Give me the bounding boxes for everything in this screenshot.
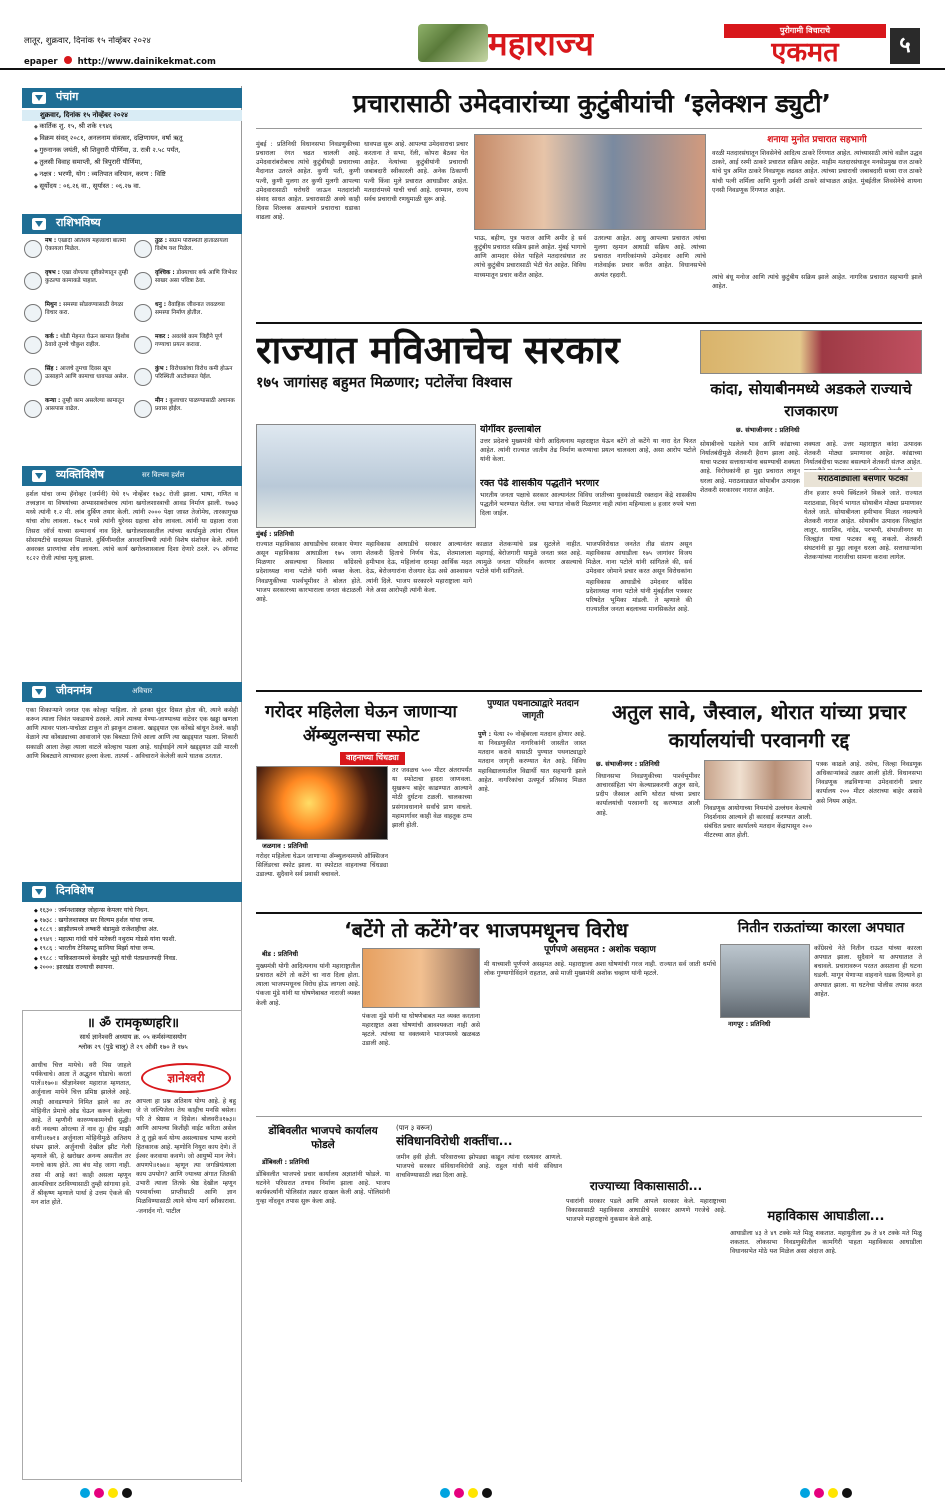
story9-headline: डोंबिवलीत भाजपचे कार्यालय फोडले bbox=[268, 1125, 378, 1152]
rashi-item: धनु : वैवाहिक जीवनात जवळच्या समस्या निर्माण होतील. bbox=[132, 302, 242, 326]
registration-mark bbox=[440, 1488, 450, 1498]
story11-headline: राज्याच्या विकासासाठी... bbox=[589, 1179, 703, 1193]
taurus-icon bbox=[24, 272, 42, 290]
story1-side-title: शनाया मुनोत प्रचारात सहभागी bbox=[767, 135, 867, 145]
registration-mark bbox=[454, 1488, 464, 1498]
story2-headline: राज्यात मविआचेच सरकार bbox=[256, 328, 620, 372]
story3-col1: सोयाबीनचे पडलेले भाव आणि कांद्याच्या निर्यातबंदीमुळे शेतकरी हैराण झाला आहे. याचा फटका सत्ताधाऱ्यांना बसण्याची शक्यता आहे. विरोधकांनी हा मुद्दा प्रचारात लावून धरला आहे. मराठवाड्यात सोयाबीन उत्पादक शेतकरी सरकारवर नाराज आहेत. bbox=[700, 441, 800, 494]
story2-photo bbox=[256, 424, 476, 528]
story10 bbox=[396, 1124, 562, 1480]
rakta-text: भारतीय जनता पक्षाचे सरकार आल्यानंतर विविध जातीच्या युवकांसाठी रक्तदान केंद्रे शासकीय पद्धतीने भरण्यात येतील. ज्या भागात नोकरी मिळणार नाही त्यांना महिन्याला ४ हजार रुपये भत्ता दिला जाईल. bbox=[480, 491, 696, 518]
dinvishesh-item: ◆ २०००: झारखंड राज्याची स्थापना. bbox=[26, 963, 238, 973]
paper-tagline: पुरोगामी विचाराचे bbox=[724, 24, 886, 38]
rashi-item: मीन : कुलाचार पाळण्यासाठी अचानक प्रवास होईल. bbox=[132, 398, 242, 422]
globe-icon bbox=[64, 56, 72, 64]
marathwada-title: मराठवाड्याला बसणार फटका bbox=[804, 472, 922, 487]
story6-col2: निवडणूक आयोगाच्या नियमांचे उल्लंघन केल्याचे निदर्शनास आल्याने ही कारवाई करण्यात आली. संबंधित प्रचार कार्यालये मतदान केंद्रापासून २०० मीटरच्या आत होती. bbox=[704, 805, 812, 840]
virgo-icon bbox=[24, 400, 42, 418]
story1-side-box bbox=[712, 134, 922, 314]
rashi-grid bbox=[22, 238, 242, 434]
marathwada-text: तीन हजार रुपये क्विंटलने विकले जाते. राज्यात मराठवाडा, विदर्भ भागात सोयाबीन मोठ्या प्रमाणावर घेतले जाते. सोयाबीनला हमीभाव मिळत नसल्याने शेतकरी नाराज आहेत. सोयाबीन उत्पादक जिल्ह्यांत लातूर, धाराशिव, नांदेड, परभणी, संभाजीनगर या जिल्ह्यांत याचा फटका बसू शकतो. शेतकरी संघटनांनी हा मुद्दा लावून धरला आहे. सत्ताधाऱ्यांना शेतकऱ्यांच्या नाराजीचा सामना करावा लागेल. bbox=[804, 490, 922, 562]
panchang-item: ◆ कार्तिक शु. १५, श्री शके १९४६ bbox=[22, 121, 242, 133]
divider bbox=[256, 1116, 922, 1117]
rashi-title: राशिभविष्य bbox=[56, 216, 101, 229]
rashi-item: वृश्चिक : डोक्याचार बर्फ आणि जिभेवर साखर असा पवित्रा ठेवा. bbox=[132, 270, 242, 294]
story1-headline: प्रचारासाठी उमेदवारांच्या कुटुंबीयांची ‘इलेक्शन ड्युटी’ bbox=[352, 89, 832, 118]
story9-byline: डोंबिवली : प्रतिनिधी bbox=[262, 1158, 310, 1166]
story1-photo bbox=[474, 134, 706, 230]
rashi-item: कन्या : तुम्ही काम असलेल्या कामातून आसपास वाढेल. bbox=[22, 398, 132, 422]
registration-mark bbox=[814, 1488, 824, 1498]
section-title: महाराज्य bbox=[488, 24, 594, 63]
ram-title: ॥ ॐ रामकृष्णहरि॥ bbox=[86, 1016, 180, 1031]
yogi-title: योगींवर हल्लाबोल bbox=[480, 424, 541, 435]
ram-sub2: श्लोक २९ (पुढे चालू) ते २९ ओवी १७० ते १७५ bbox=[78, 1042, 188, 1051]
story6-headline: अतुल सावे, जैस्वाल, थोरात यांच्या प्रचार कार्यालयांची परवानगी रद्द bbox=[611, 700, 907, 752]
panchang-header bbox=[22, 88, 242, 108]
story1-side-bottom: त्यांचे बंधू मनोज आणि त्यांचे कुटुंबीय सक्रिय झाले आहेत. नागरिक प्रचारात सहभागी झाले आहेत. bbox=[712, 274, 922, 291]
rashi-item: मेष : एखादी अतिशय महत्त्वाची बातमी ऐकायला मिळेल. bbox=[22, 238, 132, 262]
gemini-icon bbox=[24, 304, 42, 322]
story5-headline: पुण्यात पथनाट्याद्वारे मतदान जागृती bbox=[487, 699, 579, 722]
epaper-url[interactable]: http://www.dainikekmat.com bbox=[77, 57, 216, 67]
story1-col3: भाऊ, बहीण, पुत्र फराज आणि अमीर हे सर्व कुटुंबीय प्रचारात सक्रिय झाले आहेत. मुंबई भागाचे आणि आमदार सेवेत पाहिले मतदारसंघात तर त्यांचे कुटुंबीय प्रचारासाठी भेटी घेत आहेत. विविध माध्यमातून प्रचार करीत आहेत. bbox=[474, 235, 586, 279]
story2-col2: महाविकास आघाडीचे सरकार आल्यानंतर शेतकरी हिताचे निर्णय घेऊ, शेतमालाला हमीभाव देऊ, महिलांना दरमहा आर्थिक मदत देऊ, बेरोजगारांना रोजगार देऊ असे आश्वासन त्यांनी दिले. भाजप सरकारने महाराष्ट्राला मागे नेले असा आरोपही त्यांनी केला. bbox=[366, 541, 472, 594]
registration-mark bbox=[800, 1488, 810, 1498]
story2-byline: मुंबई : प्रतिनिधी bbox=[256, 530, 294, 538]
registration-mark bbox=[94, 1488, 104, 1498]
panchang-title: पंचांग bbox=[56, 90, 79, 103]
story8-headline: नितीन राऊतांच्या कारला अपघात bbox=[737, 920, 905, 936]
panchang-item: ◆ नक्षत्र : भरणी, योग : व्यतिपात वरियान, करण : विष्टि bbox=[22, 169, 242, 181]
rashi-item: सिंह : आजचे तुमचा दिवस खूप उत्साहाने आणि कामाचा धावपळ असेल. bbox=[22, 366, 132, 390]
aquarius-icon bbox=[134, 368, 152, 386]
panchang-sub: शुक्रवार, दिनांक १५ नोव्हेंबर २०२४ bbox=[22, 110, 242, 121]
dinvishesh-item: ◆ १७३८ : खगोलशास्त्रज्ञ सर विल्यम हर्शल यांचा जन्म. bbox=[26, 916, 238, 926]
ram-sub1: सार्थ ज्ञानेश्वरी अध्याय क्र. ०५ कर्मसंन्यासयोग bbox=[79, 1033, 187, 1041]
jeevan-header bbox=[22, 682, 242, 702]
epaper-label: epaper bbox=[24, 57, 58, 67]
dinvishesh-item: ◆ १८८९ : ब्राझीलमध्ये लष्करी बंडामुळे राजेशाहीचा अंत. bbox=[26, 925, 238, 935]
arrow-down-icon bbox=[32, 92, 46, 104]
panchang-item: ◆ गुरुनानक जयंती, श्री शिवुरारी पौर्णिमा, उ. रात्री २.५८ पर्यंत, bbox=[22, 145, 242, 157]
paper-name: एकमत bbox=[771, 37, 839, 68]
rashi-header bbox=[22, 214, 242, 234]
registration-mark bbox=[108, 1488, 118, 1498]
rakta-box bbox=[480, 478, 696, 530]
registration-mark bbox=[468, 1488, 478, 1498]
story5-text: पुणे : येत्या २० नोव्हेंबरला मतदान होणार आहे. या निवडणुकीत नागरिकांनी जास्तीत जास्त मतदान करावे यासाठी पुण्यात पथनाट्याद्वारे मतदान जागृती करण्यात येत आहे. विविध महाविद्यालयातील विद्यार्थी यात सहभागी झाले आहेत. नागरिकांचा उत्स्फूर्त प्रतिसाद मिळत आहे. bbox=[478, 731, 586, 793]
paper-logo bbox=[724, 24, 886, 68]
vyakti-sub: सर विल्यम हर्शल bbox=[142, 471, 185, 479]
ramkrishnahari-box bbox=[22, 1010, 242, 1480]
vyakti-title: व्यक्तिविशेष bbox=[56, 468, 104, 481]
chavan-title: पूर्णपणे असहमत : अशोक चव्हाण bbox=[544, 945, 656, 955]
story3-headline: कांदा, सोयाबीनमध्ये अडकले राज्याचे राजकारण bbox=[710, 380, 912, 420]
dinvishesh-title: दिनविशेष bbox=[56, 884, 94, 897]
capricorn-icon bbox=[134, 336, 152, 354]
ram-right-text: आपला हा प्रश्न अतिशय योग्य आहे. हे बहु जे जे जल्पिजेल। तेथ काहीच मनसि बसेल। परि ते श्रेष्ठास न दिसेल। बोलवरी॥१७३॥ आणि आपल्या कितीही वाईट करिता असेल ते तू तुझे कर्म योग्य असल्यासच भाष्य करणे हितकारक आहे. म्हणोनि नियुरा काय देणे। तें ईश्वर करवाया कवणे। जो आयुष्यें मान नेणे। अपणपे॥१७४॥ म्हणून त्या जगन्नियंत्याला काय उपयोग? आणि ज्याच्या अंगात जितकी उभारी त्याला तितके श्रेष्ठ देखील म्हणून परमार्थाच्या प्राप्तीसाठी आणि ज्ञान मिळविण्यासाठी त्याने योग्य मार्ग स्वीकारावा. -जनार्दन गो. पाटील bbox=[136, 1098, 236, 1215]
story6-byline: छ. संभाजीनगर : प्रतिनिधी bbox=[596, 760, 660, 768]
divider bbox=[256, 128, 922, 129]
scorpio-icon bbox=[134, 272, 152, 290]
story7-headline: ‘बटेंगे तो कटेंगे’वर भाजपमधूनच विरोध bbox=[344, 918, 628, 942]
story10-headline: संविधानविरोधी शक्तींचा... bbox=[396, 1134, 513, 1149]
divider bbox=[256, 912, 922, 914]
dinvishesh-list bbox=[26, 906, 238, 973]
story3-byline: छ. संभाजीनगर : प्रतिनिधी bbox=[736, 426, 800, 434]
divider bbox=[256, 322, 922, 324]
jeevan-text: एका शिकाऱ्याने जनात एक कोल्हा पाहिला. तो इतका सुंदर दिसत होता की, त्याने कसेही करून त्याला जिवंत पकडायचे ठरवले. त्याने त्याच्या येण्या-जाण्याच्या वाटेवर एक खड्डा खणला आणि त्यावर पाला-पाचोळा टाकून तो झाकून टाकला. खड्ड्यात एक कोंबडे बांधून ठेवले. काही वेळाने त्या कोंबड्याच्या आवाजाने एक बिबट्या तिथे आला आणि त्या खड्ड्यात पडला. शिकारी सकाळी आला तेव्हा त्याला वाटले कोल्हाच पडला आहे. घाईघाईने त्याने खड्ड्यात उडी मारली आणि बिबट्याने त्याच्यावर हल्ला केला. तात्पर्य - अविचाराने केलेली कामे घातक ठरतात. bbox=[26, 707, 238, 760]
maharashtra-map-graphic bbox=[418, 24, 488, 62]
rakta-title: रक्त पेढे शासकीय पद्धतीने भरणार bbox=[480, 478, 599, 489]
story11 bbox=[566, 1124, 726, 1480]
story2-col3: काळात शेतकऱ्यांचे प्रश्न सुटलेले नाहीत. महागाई, बेरोजगारी यामुळे जनता त्रस्त आहे. त्यामुळे जनता परिवर्तन करणार असल्याचे पटोले यांनी सांगितले. bbox=[476, 541, 582, 576]
rashi-item: तुळ : संग्राम परिस्थिती हाताळायला विशेष यश मिळेल. bbox=[132, 238, 242, 262]
explosion-photo bbox=[256, 766, 388, 840]
registration-mark bbox=[122, 1488, 132, 1498]
story2-col5: भाजपविरोधात जनतेत तीव्र संताप असून महाविकास आघाडीला १७५ जागांवर विजय मिळेल. नाना पटोले यांनी सांगितले की, सर्व उमेदवार जोमाने प्रचार करत असून विरोधकांना bbox=[586, 541, 692, 576]
pisces-icon bbox=[134, 400, 152, 418]
vyakti-header bbox=[22, 466, 242, 486]
rashi-item: मिथुन : समस्या सोडवण्यासाठी वेगळा विचार करा. bbox=[22, 302, 132, 326]
arrow-down-icon bbox=[32, 886, 46, 898]
dinvishesh-item: ◆ १९८६ : भारतीय टेनिसपटू सानिया मिर्झा यांचा जन्म. bbox=[26, 944, 238, 954]
story1-col1: मुंबई : प्रतिनिधी विधानसभा निवडणुकीच्या प्रचाराला रंगत चढत चालली आहे. उमेदवारांबरोबरच त्यांचे कुटुंबीयही प्रचाराच्या मैदानात उतरले आहेत. कुणी पती, कुणी पत्नी, कुणी मुलगा तर कुणी मुलगी आपल्या उमेदवारासाठी घरोघरी जाऊन मतदारांशी संवाद साधत आहेत. प्रचारासाठी अवघे काही दिवस शिल्लक असल्याने प्रचाराचा धडाका वाढला आहे. bbox=[256, 141, 360, 221]
arrow-down-icon bbox=[32, 470, 46, 482]
page-number: ५ bbox=[890, 28, 920, 64]
story10-text: जमीन हवी होती. परिवाराच्या झोपड्या काढून त्यांना रस्त्यावर आणले. भाजपचे सरकार संविधानविरोधी आहे. राहुल गांधी यांनी संविधान वाचविण्यासाठी लढा दिला आहे. bbox=[396, 1153, 562, 1179]
story4-byline: जळगाव : प्रतिनिधी bbox=[262, 842, 308, 850]
arrow-down-icon bbox=[32, 218, 46, 230]
story4-tag: वाहनाच्या चिंधड्या bbox=[340, 752, 405, 765]
story12-text: आघाडीला ४३ ते ४९ टक्के मते मिळू शकतात. महायुतीला ३७ ते ४१ टक्के मते मिळू शकतात. लोकसभा निवडणुकीतील कामगिरी पाहता महाविकास आघाडीला विधानसभेत मोठे यश मिळेल असा अंदाज आहे. bbox=[730, 1229, 922, 1255]
jeevan-sub: अविचार bbox=[132, 687, 153, 695]
dinvishesh-item: ◆ १९८८ : पाकिस्तानमध्ये बेनझीर भुट्टो यांची पंतप्रधानपदी निवड. bbox=[26, 954, 238, 964]
dinvishesh-item: ◆ १९४९ : महात्मा गांधी यांचे मारेकरी नथुराम गोडसे यांना फाशी. bbox=[26, 935, 238, 945]
story7-photo bbox=[362, 948, 480, 1008]
story10-continued: (पान ३ वरून) bbox=[396, 1124, 433, 1132]
marathwada-box bbox=[804, 472, 922, 682]
story12-headline: महाविकास आघाडीला... bbox=[767, 1209, 885, 1224]
car-accident-photo bbox=[720, 944, 810, 1018]
story8-text: काँग्रेसचे नेते नितीन राऊत यांच्या कारला अपघात झाला. सुदैवाने या अपघातात ते बचावले. प्रचारावरून परतत असताना ही घटना घडली. मागून येणाऱ्या वाहनाने धडक दिल्याने हा अपघात झाला. या घटनेचा पोलीस तपास करत आहेत. bbox=[814, 945, 922, 998]
divider bbox=[256, 690, 922, 692]
vyakti-text: हर्शल यांचा जन्म हॅनोव्हर (जर्मनी) येथे १५ नोव्हेंबर १७३८ रोजी झाला. भाषा, गणित व तत्त्वज्ञान या विषयांच्या अभ्यासाबरोबरच त्यांना खगोलशास्त्राची आवड निर्माण झाली. १७७३ मध्ये त्यांनी १.२ मी. लांब दुर्बिण तयार केली. त्यांनी २००० पेक्षा जास्त तेजोमेघ, तारकागुच्छ यांचा शोध लावला. १७८१ मध्ये त्यांनी युरेनस ग्रहाचा शोध लावला. त्यांनी या ग्रहाला राजा तिसरा जॉर्ज याच्या सन्मानार्थ नाव दिले. खगोलशास्त्रातील त्यांच्या कार्यामुळे त्यांना रॉयल सोसायटीचे सदस्यत्व मिळाले. दुर्बिणीमधील आरशांविषयी त्यांनी विशेष संशोधन केले. त्यांनी अवरक्त प्रारणांचा शोध लावला. त्यांचे कार्य खगोलशास्त्राला दिशा देणारे ठरले. २५ ऑगस्ट १८२२ रोजी त्यांचा मृत्यू झाला. bbox=[26, 491, 238, 562]
chavan-text: मी याच्याशी पूर्णपणे असहमत आहे. महाराष्ट्राला अशा घोषणांची गरज नाही. राज्यात सर्व जाती धर्माचे लोक गुण्यागोविंदाने राहतात, असे माजी मुख्यमंत्री अशोक चव्हाण यांनी म्हटले. bbox=[484, 961, 716, 978]
panchang-item: ◆ तुलसी विवाह समाप्ती, श्री त्रिपुरारी पौर्णिमा, bbox=[22, 157, 242, 169]
jnaneshwari-logo: ज्ञानेश्वरी bbox=[141, 1063, 231, 1093]
leo-icon bbox=[24, 368, 42, 386]
story11-text: पवारांनी सरकार पडले आणि आपले सरकार केले. महाराष्ट्राच्या विकासासाठी महाविकास आघाडीचे सरकार आणणे गरजेचे आहे. भाजपने महाराष्ट्राचे नुकसान केले आहे. bbox=[566, 1198, 726, 1224]
aries-icon bbox=[24, 240, 42, 258]
rashi-item: मकर : अवलंबे काम जिद्दीने पूर्ण गण्याचा प्रयत्न करावा. bbox=[132, 334, 242, 358]
panchang-item: ◆ सूर्योदय : ०६.२६ वा., सूर्यास्त : ०६.२७ वा. bbox=[22, 181, 242, 193]
dinvishesh-header bbox=[22, 882, 242, 902]
libra-icon bbox=[134, 240, 152, 258]
story2-subhead: १७५ जागांसह बहुमत मिळणार; पटोलेंचा विश्वास bbox=[256, 375, 512, 391]
onion-soybean-photo bbox=[700, 330, 922, 374]
registration-mark bbox=[828, 1488, 838, 1498]
story2-col1: राज्यात महाविकास आघाडीचेच सरकार येणार असून महाविकास आघाडीला १७५ जागा मिळणार असल्याचा विश्वास काँग्रेसचे प्रदेशाध्यक्ष नाना पटोले यांनी व्यक्त केला. निवडणुकीच्या पार्श्वभूमीवर ते बोलत होते. भाजप सरकारच्या कारभाराला जनता कंटाळली आहे. bbox=[256, 541, 362, 603]
rashi-item: वृषभ : एखा वोणत्या दृष्टीकोणातून तुम्ही कुठल्या कामाकडे पाहाल. bbox=[22, 270, 132, 294]
story4-col1: गरोदर महिलेला घेऊन जाणाऱ्या ॲम्ब्युलन्समध्ये ऑक्सिजन सिलिंडरचा स्फोट झाला. या स्फोटात वाहनाच्या चिंधड्या उडाल्या. सुदैवाने सर्व प्रवासी बचावले. bbox=[256, 853, 388, 879]
story9-text: डोंबिवलीत भाजपचे प्रचार कार्यालय अज्ञातांनी फोडले. या घटनेने परिसरात तणाव निर्माण झाला आहे. भाजप कार्यकर्त्यांनी पोलिसांत तक्रार दाखल केली आहे. पोलिसांनी गुन्हा नोंदवून तपास सुरू केला आहे. bbox=[256, 1171, 390, 1206]
story1-col4: उतरल्या आहेत. आधु आपल्या प्रचारात त्यांचा मुलगा रहमान आघाडी सक्रिय आहे. त्यांच्या प्रचारात नागरिकांमध्ये उमेदवार आणि त्यांचे नातेवाईक प्रचार करीत आहेत. विधानसभेचे अत्यंत रहदारी. bbox=[594, 235, 706, 279]
story1-col2: धावपळ सुरू आहे. आपल्या उमेदवाराचा प्रचार करताना ते सभा, रॅली, कोपरा बैठका घेत आहेत. नेत्यांच्या कुटुंबीयांनी प्रचाराची जबाबदारी स्वीकारली आहे. अनेक ठिकाणी पत्नी किंवा मुले प्रचारात आघाडीवर आहेत. मतदारांमध्ये याची चर्चा आहे. दरम्यान, राज्य सर्वच प्रचाराची रणधुमाळी सुरू आहे. bbox=[364, 141, 468, 203]
story3-col2: शक्यता आहे. उत्तर महाराष्ट्रात कांदा उत्पादक शेतकरी मोठ्या प्रमाणावर आहेत. कांद्याच्या निर्यातबंदीचा फटका बसल्याने शेतकरी संतप्त आहेत. bbox=[804, 441, 922, 467]
registration-mark bbox=[80, 1488, 90, 1498]
ram-sub bbox=[23, 1033, 242, 1053]
sagittarius-icon bbox=[134, 304, 152, 322]
jeevan-title: जीवनमंत्र bbox=[56, 684, 92, 697]
story2-col4: महाविकास आघाडीचे उमेदवार काँग्रेस प्रदेशाध्यक्ष नाना पटोले यांनी मुंबईतील पत्रकार परिषदेत भूमिका मांडली. ते म्हणाले की राज्यातील जनता बदलाच्या मानसिकतेत आहे. bbox=[586, 579, 692, 614]
story4-headline: गरोदर महिलेला घेऊन जाणाऱ्या ॲम्ब्युलन्सचा स्फोट bbox=[265, 702, 457, 746]
epaper-link[interactable] bbox=[24, 56, 216, 68]
rashi-item: कुंभ : विरोधकांचा विरोध कमी होऊन परिस्थिती आटोक्यात येईल. bbox=[132, 366, 242, 390]
story8-byline: नागपूर : प्रतिनिधी bbox=[728, 1020, 771, 1028]
ram-left-text: आधीच चित्त मायेचे। वरी पिस जाहले पर्यंकेचाचे। आता तें अद्भुतन घोडाचे। करतां पालें॥१७०॥ श्रीज्ञानेश्वर महाराज म्हणतात, अर्जुनाला मायेने चित्त प्रमिष्ठ झालेले आहे. त्याही आवडण्याने निमित झाले का तर मोहिनीत प्रेमाचे ओढ घेऊन करून केलेल्या आहे. तें म्हणौनी कारुण्यकामनेची सुद्धी। करी नवल्या ओरल्या तें नाव तू। हीच माझी वाणी॥१७१॥ अर्जुनाला मोहिनीमुळे अतिशय संभ्रम झाले. अर्जुनाची देखील झीट गेली म्हणाले की, हे खरोखर अनन्य असतील तर मनाचे काय होते. त्या बंध मोह जागा नाही. तसा मी आहे का! काही असला म्हणून आत्मविचार ठरविण्यासाठी तुम्ही सांगाया हवे. तें श्रीकृष्ण म्हणाले पार्था हे उत्तम ऐकले की मन शांत होते. bbox=[31, 1062, 131, 1206]
panchang-list bbox=[22, 110, 242, 193]
story7-col1: मुख्यमंत्री योगी आदित्यनाथ यांनी महाराष्ट्रातील प्रचारात बटेंगे तो कटेंगे चा नारा दिला होता. त्याला भाजपमधूनच विरोध होऊ लागला आहे. पंकजा मुंडे यांनी या घोषणेबाबत नाराजी व्यक्त केली आहे. bbox=[256, 963, 360, 1007]
dateline: लातूर, शुक्रवार, दिनांक १५ नोव्हेंबर २०२४ bbox=[24, 36, 151, 46]
cancer-icon bbox=[24, 336, 42, 354]
story4-col2: तर जवळच ५०० मीटर अंतरापर्यंत या स्फोटाचा हादरा जाणवला. सुखरूप बाहेर काढण्यात आल्याने मोठी दुर्घटना टळली. चालकाच्या प्रसंगावधानाने सर्वांचे प्राण वाचले. महामार्गावर काही वेळ वाहतूक ठप्प झाली होती. bbox=[392, 767, 472, 829]
yogi-text: उत्तर प्रदेशचे मुख्यमंत्री योगी आदित्यनाथ महाराष्ट्रात येऊन बटेंगे तो कटेंगे या नारा देत फिरत आहेत. त्यांनी राज्यात जातीय तेढ निर्माण करण्याचा प्रयत्न चालवला आहे, असा आरोप पटोले यांनी केला. bbox=[480, 437, 696, 464]
story1-side-text: वरळी मतदारसंघातून शिवसेनेचे आदित्य ठाकरे रिंगणात आहेत. त्यांच्यासाठी त्यांचे वडील उद्धव ठाकरे, आई रश्मी ठाकरे प्रचारात सक्रिय आहेत. माहीम मतदारसंघातून मनसेप्रमुख राज ठाकरे यांचे पुत्र अमित ठाकरे निवडणूक लढवत आहेत. त्यांच्या प्रचाराची जबाबदारी सध्या राज ठाकरे यांची पत्नी शर्मिला आणि मुलगी उर्वशी ठाकरे सांभाळत आहेत. मुंबईतील शिवसेनेचे शायना एनसी निवडणूक रिंगणात आहेत. bbox=[712, 150, 922, 194]
panchang-item: ◆ विक्रम संवत् २०८१, अनलनाम संवत्सर, दक्षिणायन, वर्षा ऋतू bbox=[22, 133, 242, 145]
story7-byline: बीड : प्रतिनिधी bbox=[262, 950, 299, 958]
story6-photo bbox=[704, 760, 812, 800]
yogi-box bbox=[480, 424, 696, 476]
arrow-down-icon bbox=[32, 686, 46, 698]
dinvishesh-item: ◆ १६३० : जर्मनशास्त्रज्ञ जोहान्स केपलर यांचे निधन. bbox=[26, 906, 238, 916]
story7-col2: पंकजा मुंडे यांनी या घोषणेबाबत मत व्यक्त करताना महाराष्ट्रात अशा घोषणांची आवश्यकता नाही असे म्हटले. त्यांच्या या वक्तव्याने भाजपमध्ये खळबळ उडाली आहे. bbox=[362, 1013, 480, 1048]
rashi-item: कर्क : थोडी मेहनत घेऊन कामात हिशोब ठेवावे तुमचे चौकुश राहील. bbox=[22, 334, 132, 358]
story6-col3: पत्रक काढले आहे. तसेच, जिल्हा निवडणूक अधिकाऱ्यांकडे तक्रार आली होती. विधानसभा निवडणूक लढविणाऱ्या उमेदवारांनी प्रचार कार्यालय २०० मीटर अंतराच्या बाहेर असावे असे नियम आहेत. bbox=[816, 761, 922, 805]
story12 bbox=[730, 1124, 922, 1480]
registration-mark bbox=[842, 1488, 852, 1498]
story6-col1: विधानसभा निवडणुकीच्या पार्श्वभूमीवर आचारसंहिता भंग केल्याप्रकरणी अतुल सावे, प्रदीप जैस्वाल आणि थोरात यांच्या प्रचार कार्यालयांची परवानगी रद्द करण्यात आली आहे. bbox=[596, 773, 700, 817]
registration-mark bbox=[482, 1488, 492, 1498]
chavan-box bbox=[484, 944, 716, 1092]
